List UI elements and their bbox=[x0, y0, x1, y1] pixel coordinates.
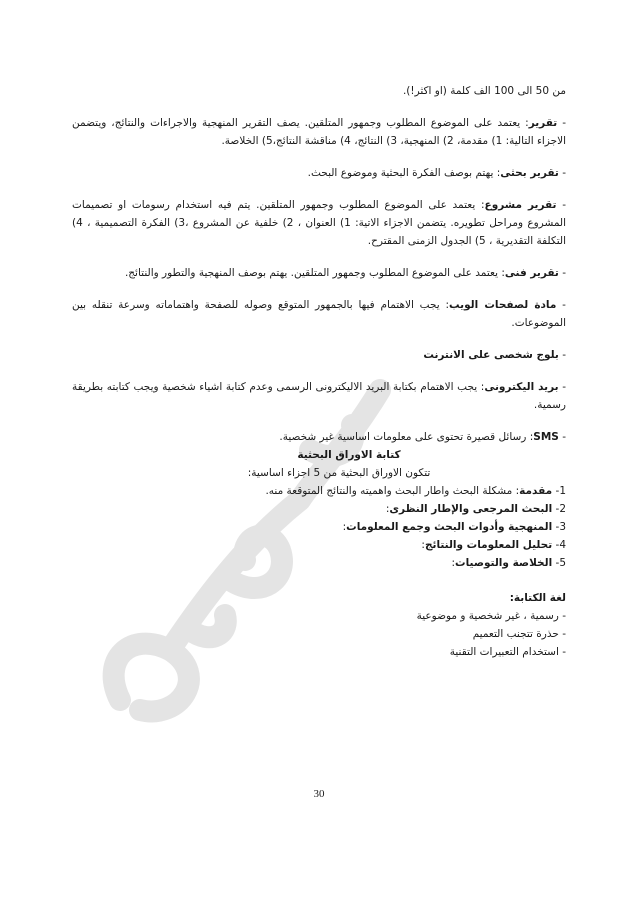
research-report-text: يهتم بوصف الفكرة البحثية وموضوع البحث. bbox=[307, 167, 494, 179]
item-term: تحليل المعلومات والنتائج bbox=[424, 539, 553, 551]
item-term: المنهجية وأدوات البحث وجمع المعلومات bbox=[346, 521, 553, 533]
blog-paragraph bbox=[72, 346, 566, 364]
colon: : bbox=[493, 167, 501, 179]
colon: : bbox=[526, 431, 534, 443]
list-item bbox=[72, 536, 566, 554]
report-term: تقرير bbox=[528, 117, 558, 129]
research-report-term: تقرير بحثى bbox=[500, 167, 559, 179]
item-number: 1- bbox=[552, 485, 566, 497]
list-item bbox=[72, 500, 566, 518]
technical-report-text: يعتمد على الموضوع المطلوب وجمهور المتلقين. يهتم بوصف المنهجية والتطور والنتائج. bbox=[124, 267, 499, 279]
parts-list bbox=[72, 482, 566, 572]
item-number: 3- bbox=[552, 521, 566, 533]
item-number: 4- bbox=[552, 539, 566, 551]
dash: - bbox=[558, 267, 566, 279]
language-heading: لغة الكتابة: bbox=[509, 592, 566, 604]
report-text: يعتمد على الموضوع المطلوب وجمهور المتلقين. يصف التقرير المنهجية والاجراءات والنتائج، ويتضمن الاجزاء التالية: 1) مقدمة، 2) المنهجية، 3) النتائج، 4) مناقشة النتائج،5) الخلاصة. bbox=[72, 117, 566, 147]
colon: : bbox=[439, 299, 450, 311]
list-item bbox=[72, 518, 566, 536]
research-report-paragraph bbox=[72, 164, 566, 182]
dash: - bbox=[556, 299, 566, 311]
section-heading: كتابة الاوراق البحثية bbox=[297, 449, 401, 461]
item-text: : bbox=[342, 521, 347, 533]
item-term: الخلاصة والتوصيات bbox=[455, 557, 553, 569]
web-pages-text: يجب الاهتمام فيها بالجمهور المتوقع وصوله للصفحة واهتماماته وسرعة تنقله بين الموضوعات. bbox=[72, 299, 566, 329]
language-list bbox=[72, 607, 566, 661]
dash: - bbox=[558, 381, 566, 393]
item-text: : bbox=[451, 557, 456, 569]
project-report-term: تقرير مشروع bbox=[484, 199, 557, 211]
project-report-paragraph bbox=[72, 196, 566, 250]
report-paragraph bbox=[72, 114, 566, 150]
list-item: - رسمية ، غير شخصية و موضوعية bbox=[416, 610, 566, 622]
item-text: : bbox=[421, 539, 425, 551]
web-pages-paragraph bbox=[72, 296, 566, 332]
colon: : bbox=[498, 267, 505, 279]
item-text: : bbox=[385, 503, 390, 515]
list-item: - حذرة تتجنب التعميم bbox=[472, 628, 566, 640]
technical-report-term: تقرير فنى bbox=[504, 267, 559, 279]
colon: : bbox=[477, 381, 485, 393]
email-text: يجب الاهتمام بكتابة البريد الاليكترونى الرسمى وعدم كتابة اشياء شخصية ويجب كتابته بطريقة رسمية. bbox=[72, 381, 566, 411]
document-body bbox=[72, 82, 566, 661]
colon: : bbox=[520, 117, 529, 129]
section-intro: تتكون الاوراق البحثية من 5 اجزاء اساسية: bbox=[247, 467, 431, 479]
item-term: البحث المرجعى والإطار النظرى bbox=[389, 503, 553, 515]
list-item bbox=[72, 482, 566, 500]
item-term: مقدمة bbox=[519, 485, 553, 497]
email-term: بريد اليكترونى bbox=[484, 381, 559, 393]
dash: - bbox=[558, 349, 566, 361]
page-number: 30 bbox=[313, 788, 325, 800]
dash: - bbox=[557, 117, 566, 129]
sms-term: SMS bbox=[533, 431, 559, 443]
sms-paragraph bbox=[72, 428, 566, 446]
sms-text: رسائل قصيرة تحتوى على معلومات اساسية غير شخصية. bbox=[279, 431, 527, 443]
dash: - bbox=[558, 431, 566, 443]
item-number: 5- bbox=[552, 557, 566, 569]
list-item: - استخدام التعبيرات التقنية bbox=[449, 646, 566, 658]
dash: - bbox=[558, 167, 566, 179]
email-paragraph bbox=[72, 378, 566, 414]
item-number: 2- bbox=[552, 503, 566, 515]
blog-term: بلوج شخصى على الانترنت bbox=[423, 349, 559, 361]
web-pages-term: مادة لصفحات الويب bbox=[449, 299, 557, 311]
project-report-text: يعتمد على الموضوع المطلوب وجمهور المتلقين. يتم فيه استخدام رسومات او تصميمات المشروع ومراحل تطويره. يتضمن الاجزاء الاتية: 1) العنوان ، 2) خلفية عن المشروع ،3) الفكرة التصميمية ، 4) التكلفة التقديرية ، 5) الجدول الزمنى المقترح. bbox=[72, 199, 567, 247]
technical-report-paragraph bbox=[72, 264, 566, 282]
item-text: : مشكلة البحث واطار البحث واهميته والنتائج المتوقعة منه. bbox=[265, 485, 520, 497]
intro-line: من 50 الى 100 الف كلمة (او اكثر!). bbox=[402, 85, 566, 97]
colon: : bbox=[475, 199, 485, 211]
list-item bbox=[72, 554, 566, 572]
dash: - bbox=[556, 199, 566, 211]
